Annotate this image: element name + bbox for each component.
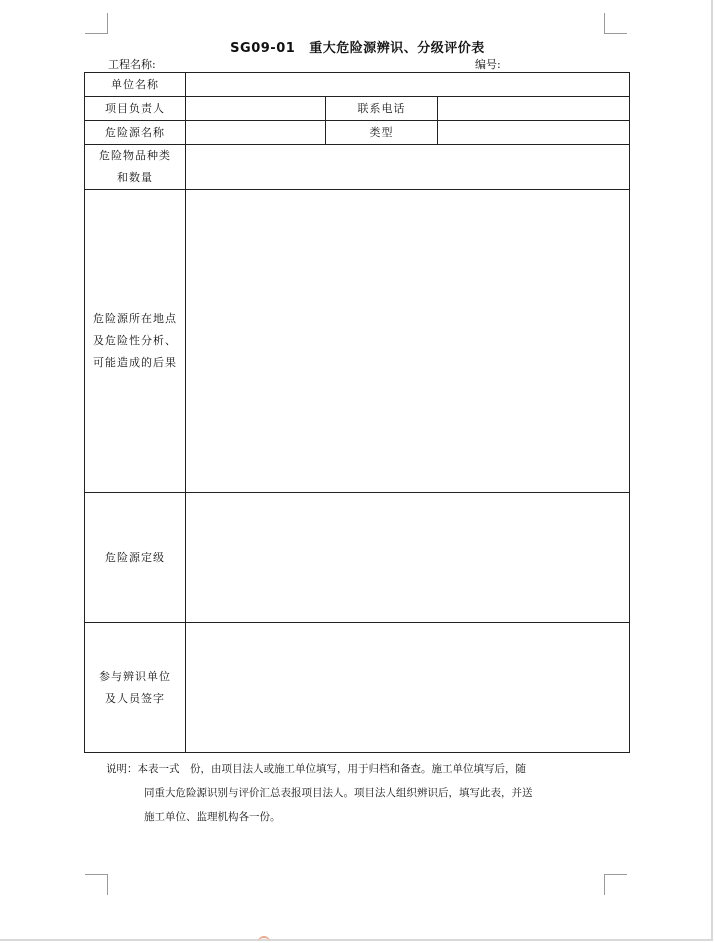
location-label-line3: 可能造成的后果 (93, 356, 177, 369)
decorative-mark (258, 936, 270, 942)
grading-label: 危险源定级 (85, 493, 186, 623)
contact-phone-field[interactable] (438, 97, 630, 121)
note-line1: 说明：本表一式 份，由项目法人或施工单位填写，用于归档和备查。施工单位填写后，随 (106, 763, 526, 775)
type-label: 类型 (326, 121, 438, 145)
signature-label-line2: 及人员签字 (105, 691, 165, 705)
project-manager-field[interactable] (186, 97, 326, 121)
crop-mark-bottom-right (604, 874, 627, 895)
location-analysis-label (85, 190, 186, 493)
type-field[interactable] (438, 121, 630, 145)
hazard-name-field[interactable] (186, 121, 326, 145)
hazard-goods-label (85, 145, 186, 190)
crop-mark-top-right (604, 13, 627, 34)
note-line3: 施工单位、监理机构各一份。 (144, 811, 281, 823)
project-manager-label: 项目负责人 (85, 97, 186, 121)
location-label-line1: 危险源所在地点 (93, 312, 177, 325)
form-title-text: 重大危险源辨识、分级评价表 (309, 41, 485, 56)
signature-field[interactable] (186, 623, 630, 753)
location-label-line2: 及危险性分析、 (93, 334, 177, 347)
hazard-name-label: 危险源名称 (85, 121, 186, 145)
explanation-note (106, 757, 606, 829)
signature-label (85, 623, 186, 753)
hazard-goods-field[interactable] (186, 145, 630, 190)
crop-mark-top-left (85, 13, 108, 34)
unit-name-field[interactable] (186, 73, 630, 97)
project-name-label: 工程名称: (108, 58, 156, 71)
signature-label-line1: 参与辨识单位 (99, 669, 171, 683)
number-label: 编号: (475, 58, 501, 71)
hazard-goods-label-line2: 和数量 (117, 171, 153, 184)
location-analysis-field[interactable] (186, 190, 630, 493)
form-title (0, 37, 715, 56)
note-line2: 同重大危险源识别与评价汇总表报项目法人。项目法人组织辨识后，填写此表，并送 (144, 787, 533, 799)
form-code: SG09-01 (230, 41, 296, 56)
unit-name-label: 单位名称 (85, 73, 186, 97)
contact-phone-label: 联系电话 (326, 97, 438, 121)
hazard-evaluation-table (84, 72, 630, 753)
crop-mark-bottom-left (85, 874, 108, 895)
hazard-goods-label-line1: 危险物品种类 (99, 149, 171, 162)
grading-field[interactable] (186, 493, 630, 623)
